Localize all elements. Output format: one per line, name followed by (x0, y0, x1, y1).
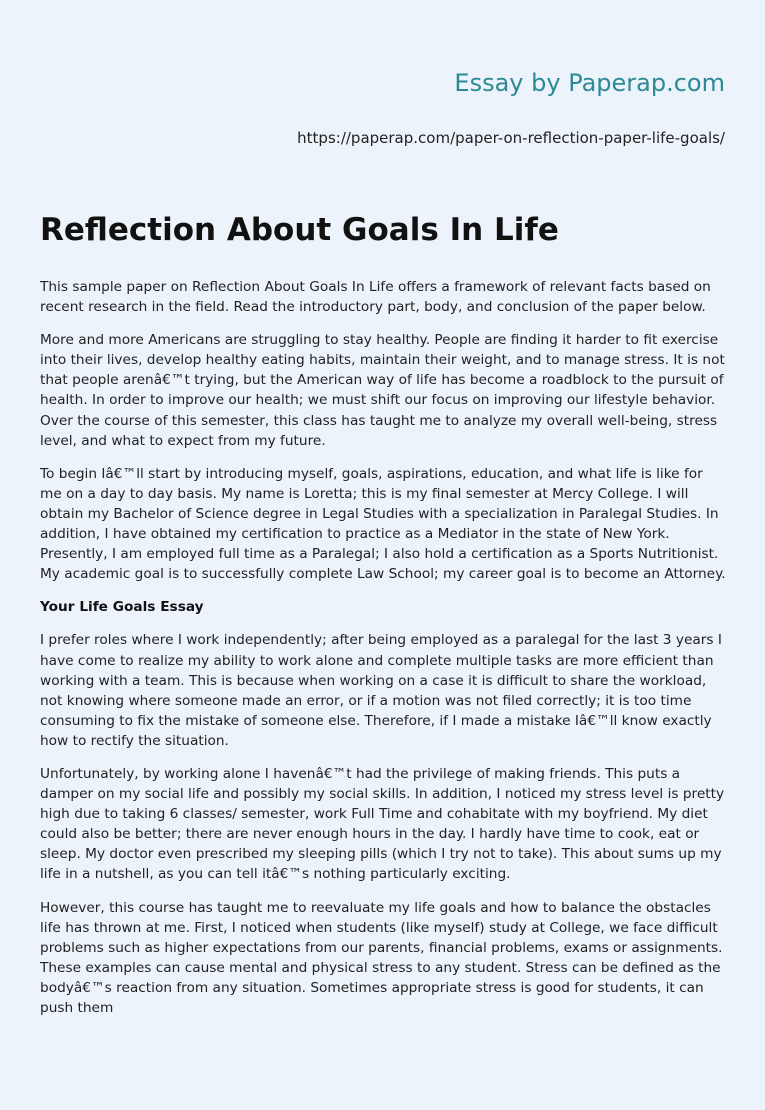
brand-link[interactable]: Essay by Paperap.com (454, 69, 725, 97)
body-paragraph-4: Unfortunately, by working alone I havenâ€™t had the privilege of making friends. This puts a damper on my social life and possibly my social skills. In addition, I noticed my stress level is pretty high due to taking 6 classes/ semester, work Full Time and cohabitate with my boyfriend. My diet could also be better; there are never enough hours in the day. I hardly have time to cook, eat or sleep. My doctor even prescribed my sleeping pills (which I try not to take). This about sums up my life in a nutshell, as you can tell itâ€™s nothing particularly exciting. (40, 765, 725, 883)
essay-title: Reflection About Goals In Life (40, 212, 559, 248)
essay-body (40, 277, 726, 1031)
body-paragraph-1: More and more Americans are struggling to stay healthy. People are finding it harder to fit exercise into their lives, develop healthy eating habits, maintain their weight, and to manage stress. It is not that people arenâ€™t trying, but the American way of life has become a roadblock to the pursuit of health. In order to improve our health; we must shift our focus on improving our lifestyle behavior. Over the course of this semester, this class has taught me to analyze my overall well-being, stress level, and what to expect from my future. (40, 332, 725, 449)
body-paragraph-2: To begin Iâ€™ll start by introducing myself, goals, aspirations, education, and what life is like for me on a day to day basis. My name is Loretta; this is my final semester at Mercy College. I will obtain my Bachelor of Science degree in Legal Studies with a specialization in Paralegal Studies. In addition, I have obtained my certification to practice as a Mediator in the state of New York. Presently, I am employed full time as a Paralegal; I also hold a certification as a Sports Nutritionist. My academic goal is to successfully complete Law School; my career goal is to become an Attorney. (40, 465, 726, 583)
body-paragraph-5: However, this course has taught me to reevaluate my life goals and how to balance the obstacles life has thrown at me. First, I noticed when students (like myself) study at College, we face difficult problems such as higher expectations from our parents, financial problems, exams or assignments. These examples can cause mental and physical stress to any student. Stress can be defined as the bodyâ€™s reaction from any situation. Sometimes appropriate stress is good for students, it can push them (40, 899, 723, 1016)
source-url[interactable]: https://paperap.com/paper-on-reflection-paper-life-goals/ (297, 129, 725, 147)
section-subheading: Your Life Goals Essay (40, 599, 204, 616)
body-paragraph-3: I prefer roles where I work independently; after being employed as a paralegal for the last 3 years I have come to realize my ability to work alone and complete multiple tasks are more efficient than working with a team. This is because when working on a case it is difficult to share the workload, not knowing where someone made an error, or if a motion was not filed correctly; it is too time consuming to fix the mistake of someone else. Therefore, if I made a mistake Iâ€™ll know exactly how to rectify the situation. (40, 632, 722, 749)
intro-paragraph: This sample paper on Reflection About Goals In Life offers a framework of relevant facts based on recent research in the field. Read the introductory part, body, and conclusion of the paper below. (40, 279, 711, 316)
